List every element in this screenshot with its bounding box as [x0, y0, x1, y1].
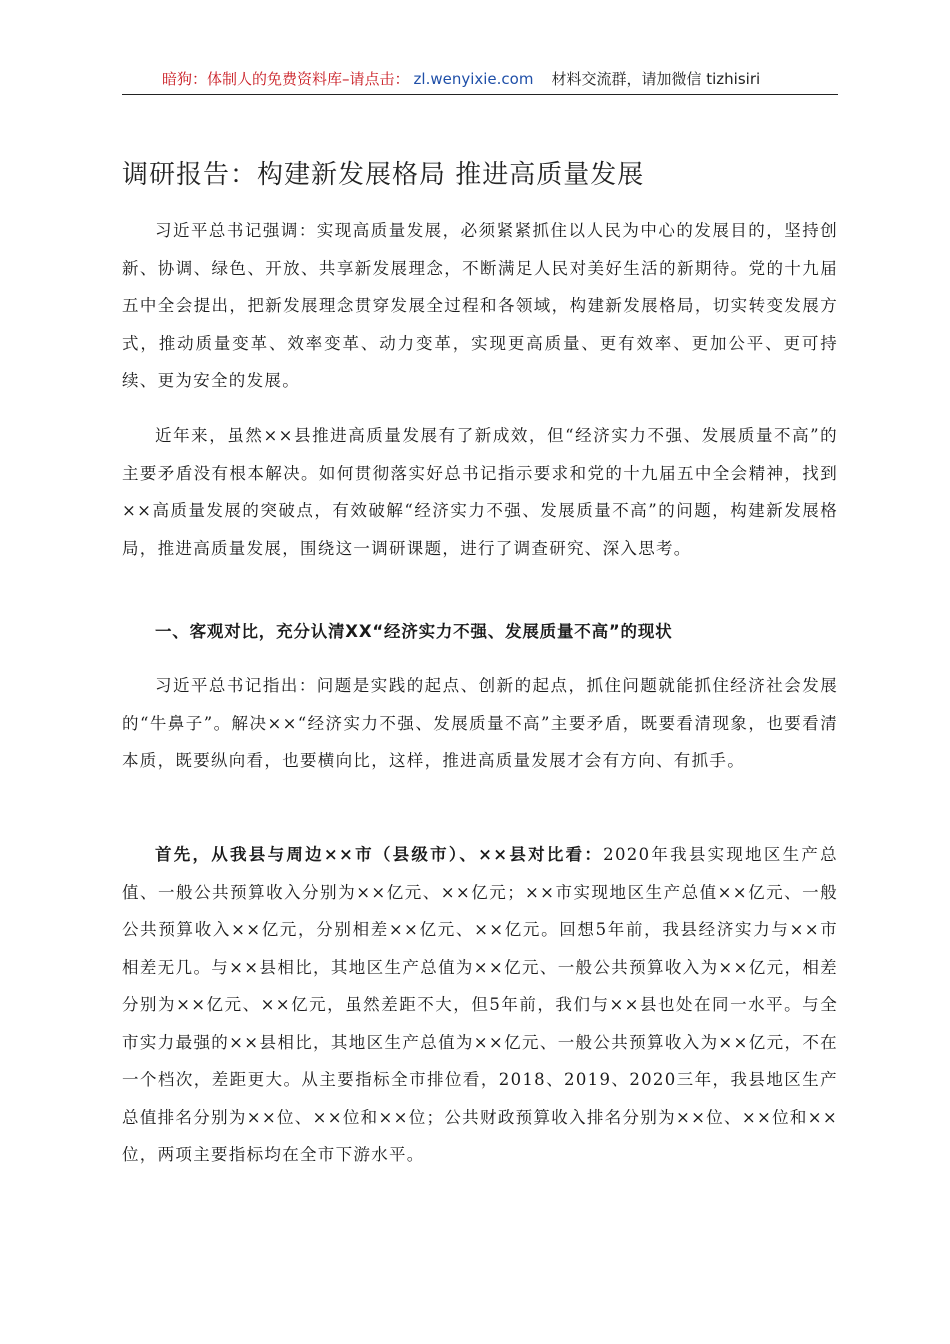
header-brand: 暗狗：体制人的免费资料库	[162, 70, 343, 88]
paragraph-4-lead: 首先，从我县与周边××市（县级市）、××县对比看：	[155, 845, 604, 864]
document-title: 调研报告：构建新发展格局 推进高质量发展	[122, 160, 645, 190]
paragraph-1: 习近平总书记强调：实现高质量发展，必须紧紧抓住以人民为中心的发展目的，坚持创新、协调、绿色、开放、共享新发展理念，不断满足人民对美好生活的新期待。党的十九届五中全会提出，把新发展理念贯穿发展全过程和各领域，构建新发展格局，切实转变发展方式，推动质量变革、效率变革、动力变革，实现更高质量、更有效率、更加公平、更可持续、更为安全的发展。	[122, 221, 838, 390]
section-1-heading: 一、客观对比，充分认清XX“经济实力不强、发展质量不高”的现状	[155, 622, 673, 641]
header-prompt: –请点击：	[342, 70, 410, 88]
paragraph-2: 近年来，虽然××县推进高质量发展有了新成效，但“经济实力不强、发展质量不高”的主要矛盾没有根本解决。如何贯彻落实好总书记指示要求和党的十九届五中全会精神，找到××高质量发展的突破点，有效破解“经济实力不强、发展质量不高”的问题，构建新发展格局，推进高质量发展，围绕这一调研课题，进行了调查研究、深入思考。	[122, 426, 838, 558]
header-link[interactable]: zl.wenyixie.com	[413, 70, 534, 88]
paragraph-4	[122, 836, 838, 1174]
paragraph-4-body: 2020年我县实现地区生产总值、一般公共预算收入分别为××亿元、××亿元；××市实现地区生产总值××亿元、一般公共预算收入××亿元，分别相差××亿元、××亿元。回想5年前，我县经济实力与××市相差无几。与××县相比，其地区生产总值为××亿元、一般公共预算收入为××亿元，相差分别为××亿元、××亿元，虽然差距不大，但5年前，我们与××县也处在同一水平。与全市实力最强的××县相比，其地区生产总值为××亿元、一般公共预算收入为××亿元，不在一个档次，差距更大。从主要指标全市排位看，2018、2019、2020三年，我县地区生产总值排名分别为××位、××位和××位；公共财政预算收入排名分别为××位、××位和××位，两项主要指标均在全市下游水平。	[122, 845, 838, 1164]
paragraph-3: 习近平总书记指出：问题是实践的起点、创新的起点，抓住问题就能抓住经济社会发展的“牛鼻子”。解决××“经济实力不强、发展质量不高”主要矛盾，既要看清现象，也要看清本质，既要纵向看，也要横向比，这样，推进高质量发展才会有方向、有抓手。	[122, 676, 838, 770]
header-line	[162, 68, 760, 89]
page-header	[122, 66, 838, 95]
header-contact: 材料交流群，请加微信 tizhisiri	[551, 70, 761, 88]
